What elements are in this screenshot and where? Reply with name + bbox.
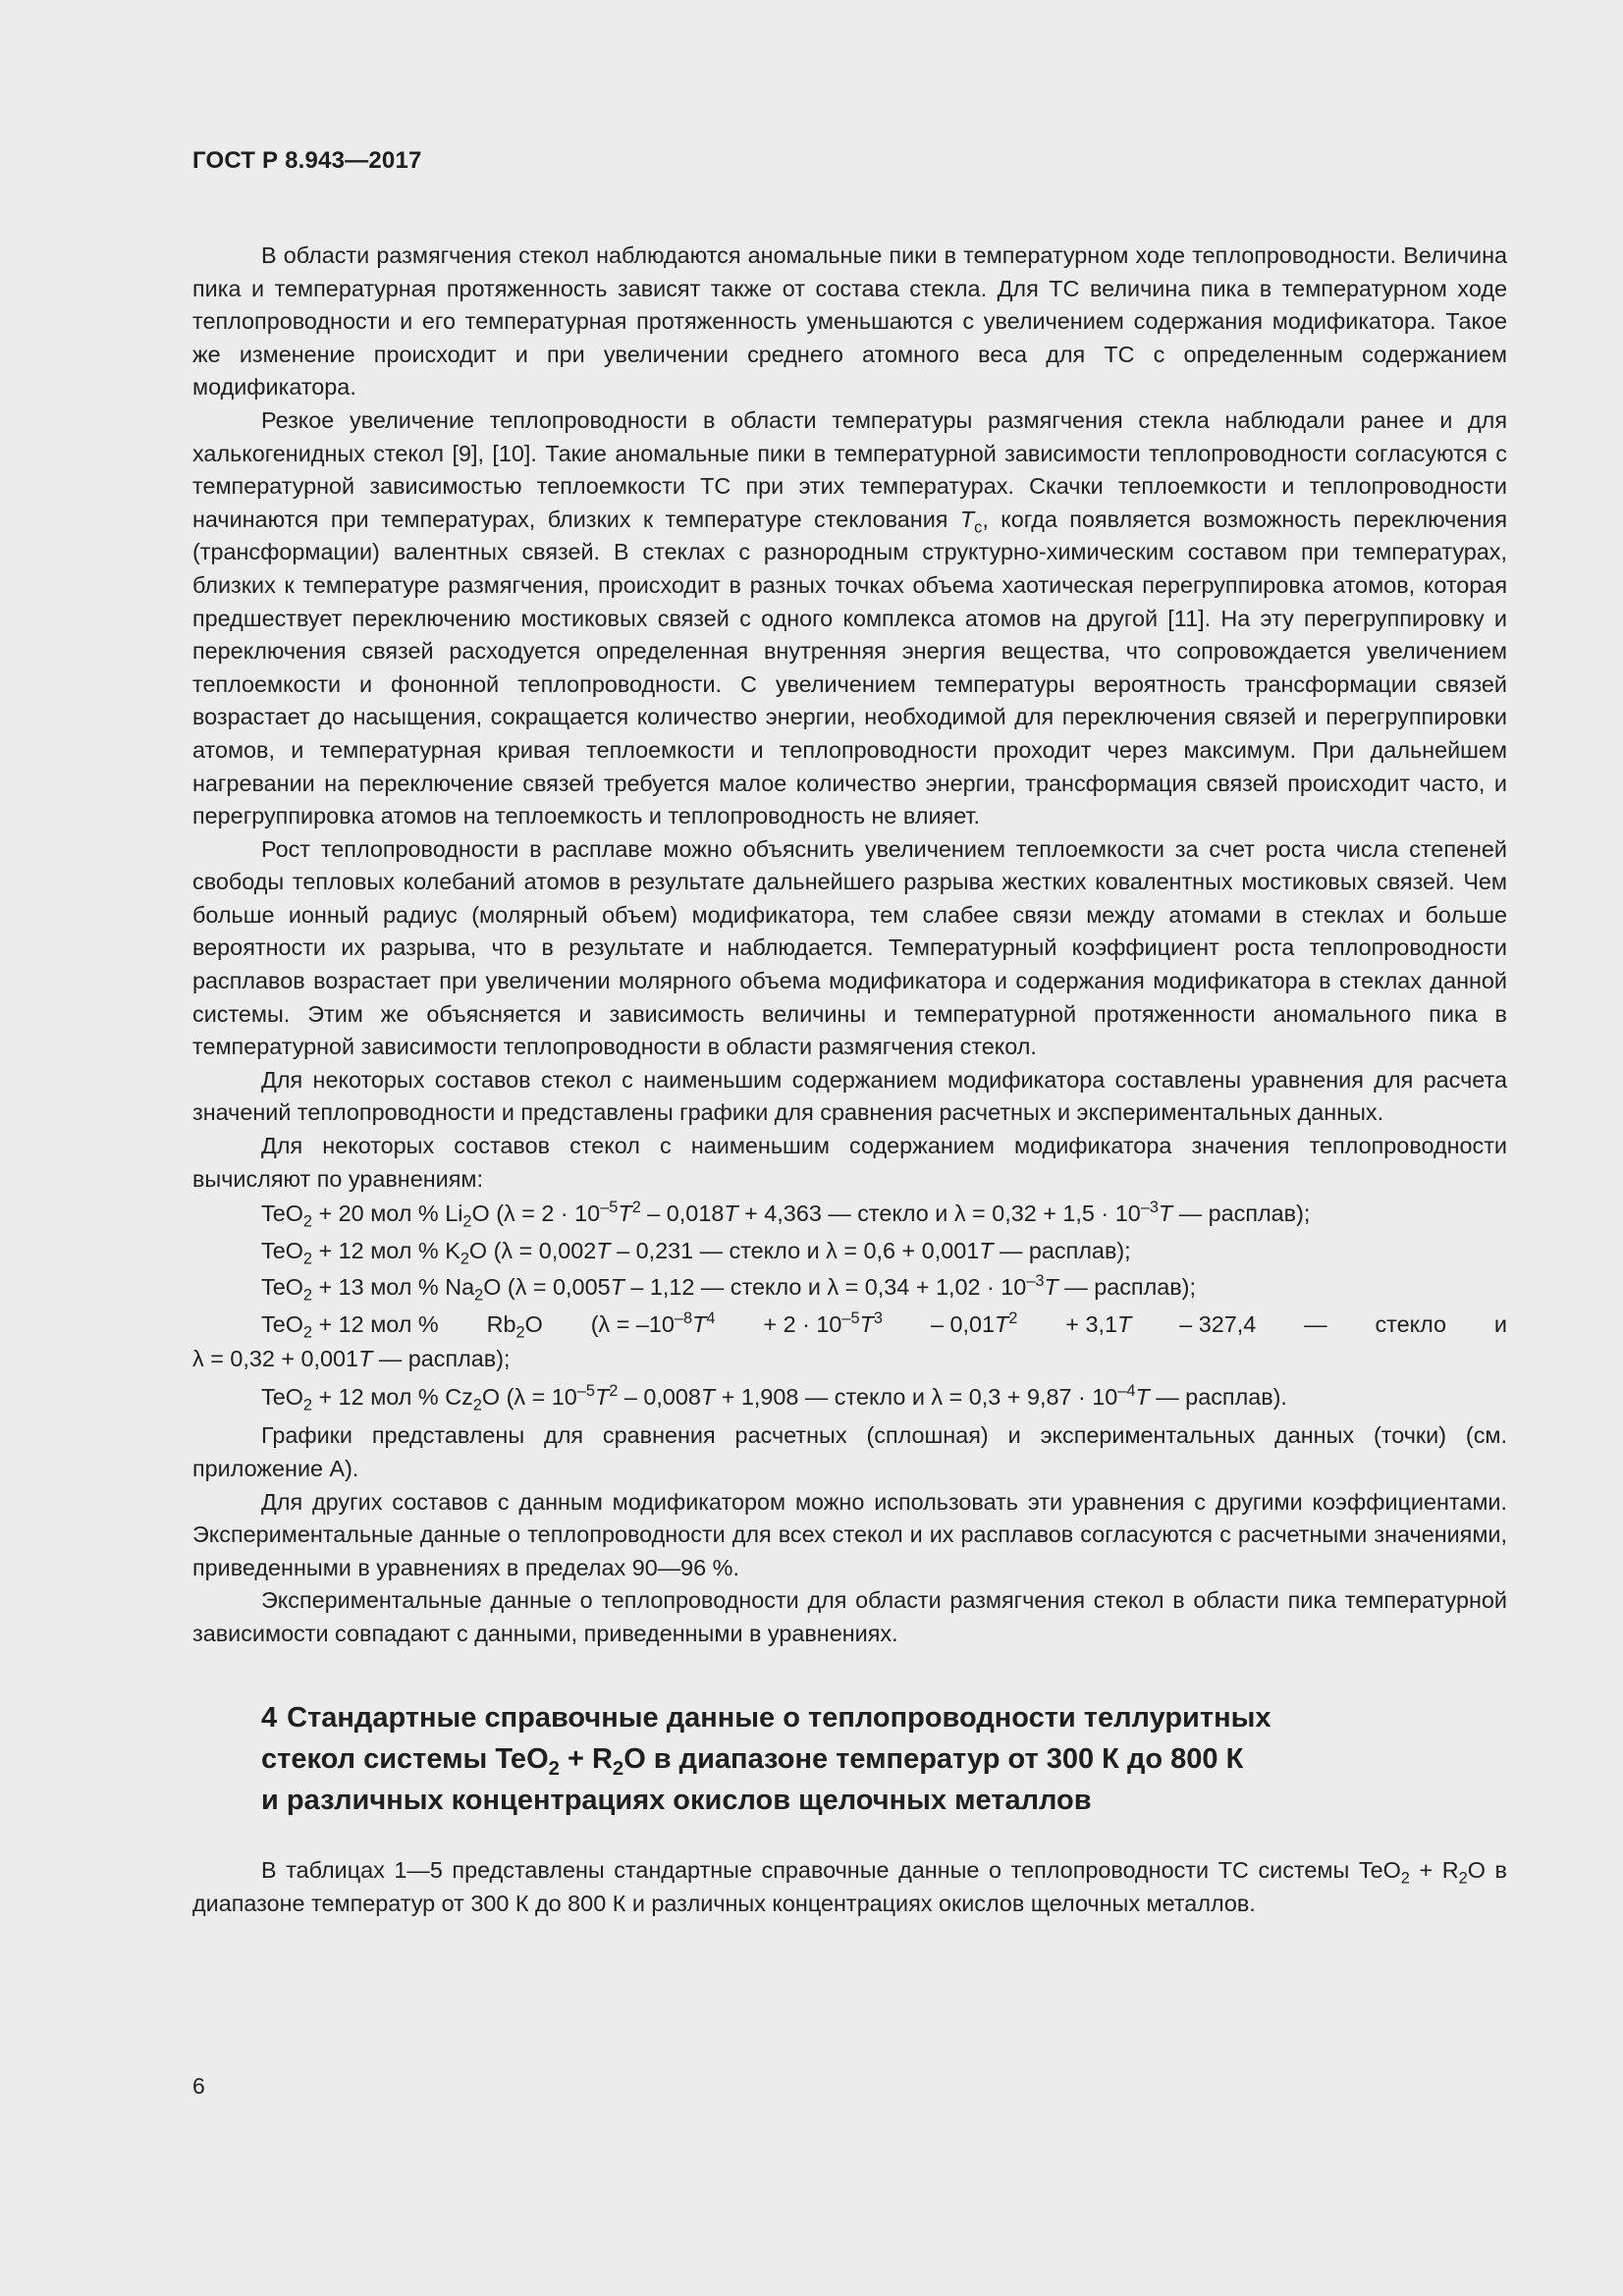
- page-number: 6: [192, 2073, 205, 2099]
- formula-rb2o-line2: λ = 0,32 + 0,001T — расплав);: [192, 1346, 511, 1372]
- formula-li2o: TeO$_2$ + 20 мол % $Li_2O$ ($\lambda = 2 \cdot 10^{-5}T^2 - 0,018T + 4,363$ — стекло и $\lambda = 0,32 + 1,5 \cdot 10^{-3}T$ — расплав);: [261, 1199, 1311, 1231]
- document-body: [192, 240, 1507, 1921]
- paragraph-5: Для некоторых составов стекол с наименьшим содержанием модификатора значения теплопроводности вычисляют по уравнениям:: [192, 1133, 1507, 1192]
- paragraph-2: Резкое увеличение теплопроводности в области температуры размягчения стекла наблюдали ранее и для халькогенидных стекол [9], [10]. Такие аномальные пики в температурной зависимости теплопроводности согласуются с температурной зависимостью теплоемкости ТС при этих температурах. Скачки теплоемкости и теплопроводности начинаются при температурах, близких к температуре стеклования $T_c$, когда появляется возможность переключения (трансформации) валентных связей. В стеклах с разнородным структурно-химическим составом при температурах, близких к температуре размягчения, происходит в разных точках объема хаотическая перегруппировка атомов, которая предшествует переключению мостиковых связей с одного комплекса атомов на другой [11]. На эту перегруппировку и переключения связей расходуется определенная внутренняя энергия вещества, что сопровождается увеличением теплоемкости и фононной теплопроводности. С увеличением температуры вероятность трансформации связей возрастает до насыщения, сокращается количество энергии, необходимой для переключения связей и перегруппировки атомов, и температурная кривая теплоемкости и теплопроводности проходит через максимум. При дальнейшем нагревании на переключение связей требуется малое количество энергии, трансформация связей происходит часто, и перегруппировка атомов на теплоемкость и теплопроводность не влияет.: [192, 406, 1507, 829]
- formula-rb2o-line1: TeO$_2$ + 12 мол % $Rb_2O$ ($\lambda = -10^{-8}T^4$ + $2 \cdot 10^{-5}T^3$ – $0,01T^2$ + 3,1T – 327,4 — стекло и: [261, 1308, 1507, 1342]
- paragraph-1: В области размягчения стекол наблюдаются аномальные пики в температурном ходе теплопроводности. Величина пика и температурная протяженность зависят также от состава стекла. Для ТС величина пика в температурном ходе теплопроводности и его температурная протяженность уменьшаются с увеличением содержания модификатора. Такое же изменение происходит и при увеличении среднего атомного веса для ТС с определенным содержанием модификатора.: [192, 242, 1507, 400]
- paragraph-6: Графики представлены для сравнения расчетных (сплошная) и экспериментальных данных (точки) (см. приложение А).: [192, 1422, 1507, 1481]
- formula-k2o: TeO$_2$ + 12 мол % $K_2O$ (λ = 0,002T – 0,231 — стекло и λ = 0,6 + 0,001T — расплав);: [261, 1237, 1131, 1268]
- paragraph-7: Для других составов с данным модификатором можно использовать эти уравнения с другими коэффициентами. Экспериментальные данные о теплопроводности для всех стекол и их расплавов согласуются с расчетными значениями, приведенными в уравнениях в пределах 90—96 %.: [192, 1488, 1507, 1580]
- section-4-paragraph: В таблицах 1—5 представлены стандартные справочные данные о теплопроводности ТС системы $TeO_2 + R_2O$ в диапазоне температур от 300 К до 800 К и различных концентрациях окислов щелочных металлов.: [192, 1857, 1507, 1917]
- document-header: [192, 147, 1507, 175]
- paragraph-8: Экспериментальные данные о теплопроводности для области размягчения стекол в области пика температурной зависимости совпадают с данными, приведенными в уравнениях.: [192, 1587, 1507, 1646]
- formula-cz2o: TeO$_2$ + 12 мол % $Cz_2O$ ($\lambda = 10^{-5}T^2 - 0,008T + 1,908$ — стекло и $\lambda = 0,3 + 9,87 \cdot 10^{-4}T$ — расплав).: [261, 1382, 1287, 1415]
- section-4-title: 4 Стандартные справочные данные о теплопроводности теллуритных стекол системы $TeO_2 + R_2O$ в диапазоне температур от 300 К до 800 К и различных концентрациях окислов щелочных металлов: [261, 1702, 1271, 1817]
- paragraph-3: Рост теплопроводности в расплаве можно объяснить увеличением теплоемкости за счет роста числа степеней свободы тепловых колебаний атомов в результате дальнейшего разрыва жестких ковалентных мостиковых связей. Чем больше ионный радиус (молярный объем) модификатора, тем слабее связи между атомами в стеклах и больше вероятности их разрыва, что в результате и наблюдается. Температурный коэффициент роста теплопроводности расплавов возрастает при увеличении молярного объема модификатора и содержания модификатора в стеклах данной системы. Этим же объясняется и зависимость величины и температурной протяженности аномального пика в температурной зависимости теплопроводности в области размягчения стекол.: [192, 835, 1507, 1060]
- paragraph-4: Для некоторых составов стекол с наименьшим содержанием модификатора составлены уравнения для расчета значений теплопроводности и представлены графики для сравнения расчетных и экспериментальных данных.: [192, 1066, 1507, 1126]
- formula-na2o: TeO$_2$ + 13 мол % $Na_2O$ (λ = 0,005T – 1,12 — стекло и $\lambda = 0,34 + 1,02 \cdot 10^{-3}T$ — расплав);: [261, 1272, 1196, 1305]
- doc-code: ГОСТ Р 8.943—2017: [192, 147, 422, 174]
